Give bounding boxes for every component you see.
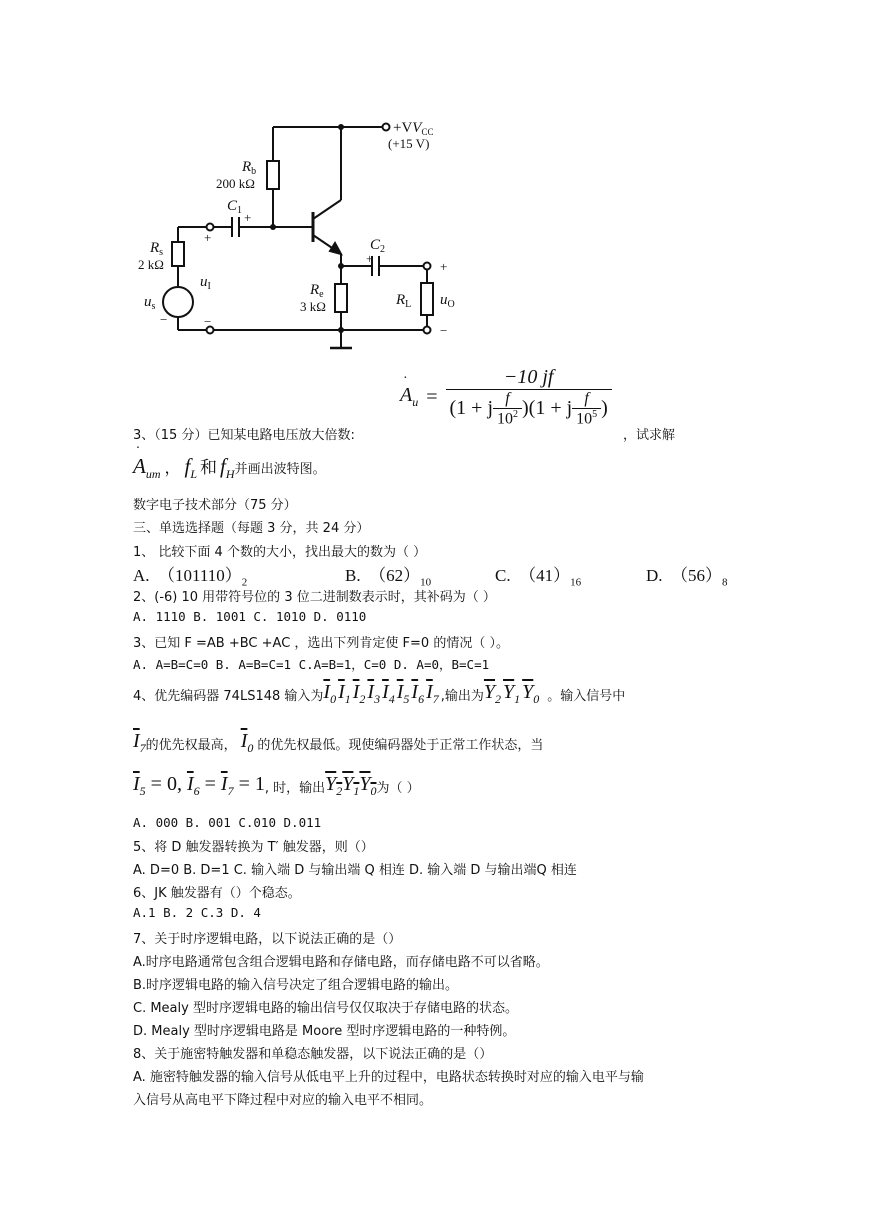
q3-digital-options: A. A=B=C=0 B. A=B=C=1 C.A=B=1，C=0 D. A=0，B=C=1: [133, 657, 490, 672]
q1-option-c: C. $(41)_{16}$: [495, 566, 582, 589]
input-i-0: $\overline{I}_0$: [323, 681, 337, 706]
q3-suffix: ，试求解: [623, 428, 676, 443]
q1-options: [133, 561, 753, 589]
svg-text:+: +: [366, 251, 374, 266]
section-title: 数字电子技术部分（75 分）: [133, 498, 297, 513]
q4-line3: $\overline{I}_5 = 0$, $\overline{I}_6 = \overline{I}_7 = 1$ , 时，输出 $Y_2Y_1Y_0$ 为（ ）: [133, 773, 420, 798]
q8-stem: 8、关于施密特触发器和单稳态触发器，以下说法正确的是（）: [133, 1047, 493, 1062]
vcc-value: (+15 V): [388, 136, 430, 151]
re-label: $R_e$: [310, 282, 324, 300]
q7-option-d: D. Mealy 型时序逻辑电路是 Moore 型时序逻辑电路的一种特例。: [133, 1024, 516, 1039]
vcc-label: +V: [393, 120, 413, 136]
q8-option-a-line1: A. 施密特触发器的输入信号从低电平上升的过程中，电路状态转换时对应的输入电平与输: [133, 1070, 644, 1085]
q4-line1: 4、优先编码器 74LS148 输入为 $\overline{I}_0$ $\overline{I}_1$ $\overline{I}_2$ $\overline{I}_3$ $\overline{I}_4$ $\overline{I}_5$ $\overline{I}_6$ $\overline{I}_7$ ,输出为 $\overline{Y}_2$ $\overline{Y}_1$ $\overline{Y}_0$ 。输入信号中: [133, 681, 626, 706]
svg-text:−: −: [440, 323, 448, 338]
vcc-sub: CC: [421, 127, 434, 137]
q3-line2: A · $_{um}$ ， $f_L$ 和 $f_H$ 并画出波特图。: [133, 441, 326, 482]
rs-value: 2 kΩ: [138, 257, 164, 272]
svg-text:+VVCC: $+VV_{CC}$: [393, 120, 434, 137]
encoder-outputs: [484, 681, 541, 707]
q5-options: A. D=0 B. D=1 C. 输入端 D 与输出端 Q 相连 D. 输入端 D 与输出端Q 相连: [133, 863, 577, 878]
svg-text:+: +: [244, 210, 252, 225]
input-i-6: $\overline{I}_6$: [411, 681, 425, 706]
c1-label: $C_1$: [227, 198, 243, 216]
q5-stem: 5、将 D 触发器转换为 T′ 触发器，则（）: [133, 840, 374, 855]
q8-option-a-line2: 入信号从高电平下降过程中对应的输入电平不相同。: [133, 1093, 433, 1108]
q4-options: A. 000 B. 001 C.010 D.011: [133, 815, 322, 830]
svg-text:−: −: [160, 312, 168, 327]
output-y-1: $\overline{Y}_1$: [503, 681, 521, 706]
svg-text:+: +: [440, 259, 448, 274]
q7-option-c: C. Mealy 型时序逻辑电路的输出信号仅仅取决于存储电路的状态。: [133, 1001, 518, 1016]
amplifier-circuit-diagram: [130, 108, 470, 358]
output-y-2: $\overline{Y}_2$: [483, 681, 502, 706]
input-i-2: $\overline{I}_2$: [352, 681, 366, 706]
q2-stem: 2、(-6) 10 用带符号位的 3 位二进制数表示时，其补码为（ ）: [133, 590, 496, 605]
input-i-7: $\overline{I}_7$: [426, 681, 439, 706]
q7-option-b: B.时序逻辑电路的输入信号决定了组合逻辑电路的输出。: [133, 978, 459, 993]
ui-label: $u_I$: [200, 274, 211, 292]
q3-prefix: 3、（15 分）已知某电路电压放大倍数:: [133, 428, 355, 443]
input-i-5: $\overline{I}_5$: [396, 681, 410, 706]
svg-text:−: −: [204, 314, 212, 329]
q1-option-a: A. $(101110)_2$: [133, 566, 248, 589]
us-label: $u_s$: [144, 294, 156, 312]
c2-label: $C_2$: [370, 237, 386, 255]
q6-stem: 6、JK 触发器有（）个稳态。: [133, 886, 301, 901]
q4-line2: $\overline{I}_7$ 的优先权最高， $\overline{I}_0$ 的优先权最低。现使编码器处于正常工作状态，当: [133, 730, 544, 755]
encoder-inputs: [323, 681, 440, 707]
section-subtitle: 三、单选选择题（每题 3 分，共 24 分）: [133, 521, 370, 536]
output-y-0: $\overline{Y}_0$: [522, 681, 540, 706]
gain-formula: A · $_u$ = −10 jf (1 + j $\frac{f}{10^2}$ )(1 + j $\frac{f}{10^5}$ ): [400, 366, 612, 428]
q7-option-a: A.时序电路通常包含组合逻辑电路和存储电路，而存储电路不可以省略。: [133, 955, 549, 970]
q7-stem: 7、关于时序逻辑电路，以下说法正确的是（）: [133, 932, 402, 947]
rb-label: $R_b$: [242, 159, 257, 177]
q1-option-b: B. $(62)_{10}$: [345, 566, 432, 589]
rs-label: $R_s$: [150, 240, 164, 258]
q1-stem: 1、 比较下面 4 个数的大小，找出最大的数为（ ）: [133, 545, 427, 560]
svg-text:+: +: [204, 230, 212, 245]
input-i-4: $\overline{I}_4$: [382, 681, 395, 706]
input-i-3: $\overline{I}_3$: [367, 681, 381, 706]
q2-options: A. 1110 B. 1001 C. 1010 D. 0110: [133, 609, 367, 624]
re-value: 3 kΩ: [300, 299, 326, 314]
input-i-1: $\overline{I}_1$: [338, 681, 351, 706]
rb-value: 200 kΩ: [216, 176, 255, 191]
q1-option-d: D. $(56)_8$: [646, 566, 728, 589]
q3-digital-stem: 3、已知 F =AB +BC +AC ，选出下列肯定使 F=0 的情况（ ）。: [133, 636, 509, 651]
encoder-output-code: $Y_2Y_1Y_0$: [325, 773, 377, 798]
q6-options: A.1 B. 2 C.3 D. 4: [133, 905, 261, 920]
rl-label: $R_L$: [396, 292, 412, 310]
uo-label: $u_O$: [440, 292, 455, 310]
